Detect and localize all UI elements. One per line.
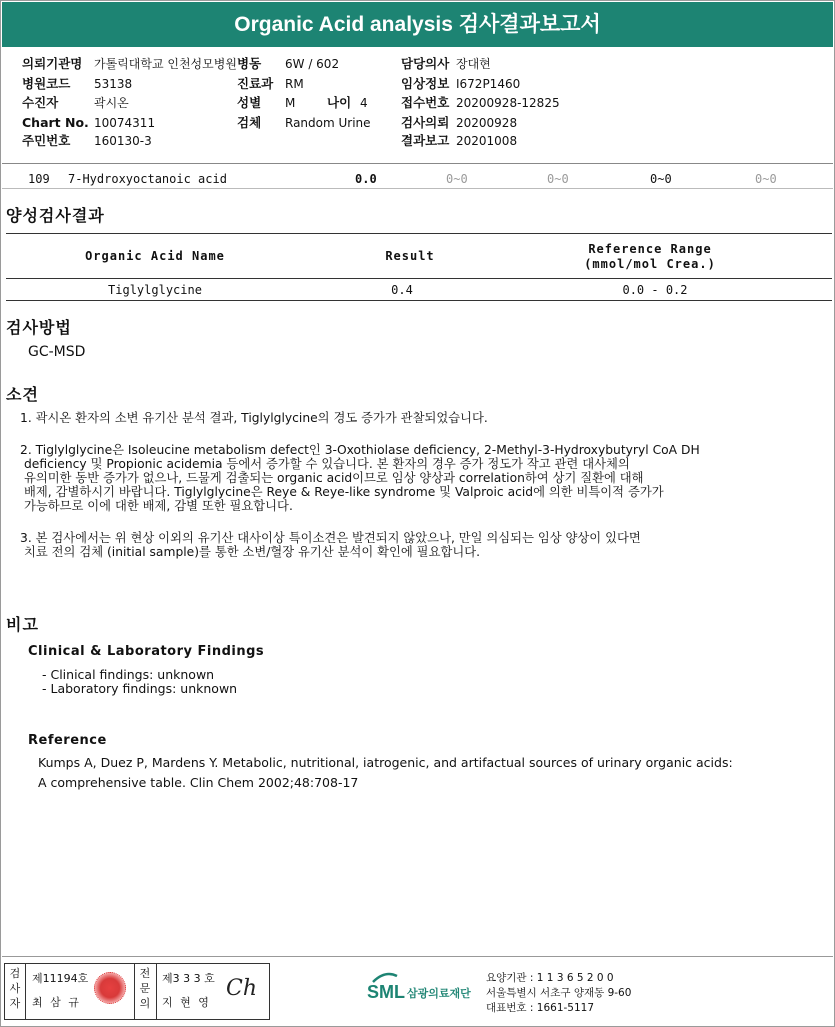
row-range-4: 0~0 [755, 172, 777, 186]
hospital-code-label: 병원코드 [22, 76, 71, 91]
clinical-label: 임상정보 [401, 76, 450, 91]
method-heading: 검사방법 [6, 318, 72, 337]
resident-value: 160130-3 [94, 134, 152, 148]
receipt-value: 20200928-12825 [456, 96, 560, 110]
clinical-findings-line: - Clinical findings: unknown [42, 667, 215, 682]
positive-heading: 양성검사결과 [6, 206, 105, 225]
age-value: 4 [360, 96, 368, 110]
sex-label: 성별 [237, 95, 262, 110]
row-range-3: 0~0 [650, 172, 672, 186]
signature-image: Ch [226, 976, 258, 1001]
reference-heading: Reference [28, 733, 107, 748]
patient-value: 곽시온 [94, 96, 129, 110]
ward-label: 병동 [237, 56, 262, 71]
table-top-line [6, 233, 832, 234]
clinical-lab-heading: Clinical & Laboratory Findings [28, 644, 265, 659]
specialist-number: 제3 3 3 호 [162, 972, 215, 985]
doctor-value: 장대현 [456, 57, 491, 71]
finding-1: 1. 곽시온 환자의 소변 유기산 분석 결과, Tiglylglycine의 경도 증가가 관찰되었습니다. [20, 411, 488, 425]
clinical-value: I672P1460 [456, 77, 521, 91]
findings-heading: 소견 [6, 385, 39, 404]
col-ref-header-2: (mmol/mol Crea.) [584, 257, 716, 271]
institution-value: 가톨릭대학교 인천성모병원 [94, 57, 237, 71]
positive-row-result: 0.4 [391, 283, 413, 297]
report-value: 20201008 [456, 134, 518, 148]
org-phone: 대표번호 : 1661-5117 [486, 1002, 595, 1014]
box-divider-1 [25, 963, 26, 1019]
row-number: 109 [28, 172, 50, 186]
positive-row-range: 0.0 - 0.2 [622, 283, 688, 297]
row-name: 7-Hydroxyoctanoic acid [68, 172, 227, 186]
col-ref-header-1: Reference Range [588, 242, 712, 256]
finding-2-line-5: 가능하므로 이에 대한 배제, 감별 또한 필요합니다. [24, 499, 293, 513]
finding-2-line-3: 유의미한 동반 증가가 없으나, 드물게 검출되는 organic acid이므로 임상 양상과 correlation하여 상기 질환에 대해 [24, 471, 644, 485]
report-title: Organic Acid analysis 검사결과보고서 [2, 2, 833, 47]
row-value: 0.0 [355, 172, 377, 186]
institution-label: 의뢰기관명 [22, 56, 83, 71]
row-divider [2, 188, 833, 189]
method-value: GC-MSD [28, 344, 86, 360]
finding-2-line-1: 2. Tiglylglycine은 Isoleucine metabolism defect인 3-Oxothiolase deficiency, 2-Methyl-3-Hydroxybutyryl CoA DH [20, 443, 700, 457]
specimen-label: 검체 [237, 115, 262, 130]
footer-divider [2, 956, 833, 957]
report-label: 결과보고 [401, 133, 450, 148]
table-header-line [6, 278, 832, 279]
hospital-code-value: 53138 [94, 77, 133, 91]
dept-label: 진료과 [237, 76, 274, 91]
logo-wordmark: SML [367, 982, 405, 1002]
org-name: 삼광의료재단 [407, 987, 471, 1000]
dept-value: RM [285, 77, 304, 91]
finding-2-line-4: 배제, 감별하시기 바랍니다. Tiglylglycine은 Reye & Reye-like syndrome 및 Valproic acid에 의한 비특이적 증가가 [24, 485, 664, 499]
col-name-header: Organic Acid Name [85, 249, 225, 263]
lab-findings-line: - Laboratory findings: unknown [42, 681, 238, 696]
box-divider-3 [156, 963, 157, 1019]
remarks-heading: 비고 [6, 615, 39, 634]
finding-2-line-2: deficiency 및 Propionic acidemia 등에서 증가할 수 있습니다. 본 환자의 경우 증가 정도가 작고 관련 대사체의 [24, 457, 630, 471]
reference-line-2: A comprehensive table. Clin Chem 2002;48:708-17 [38, 775, 359, 790]
care-number: 요양기관 : 1 1 3 6 5 2 0 0 [486, 972, 614, 984]
request-label: 검사의뢰 [401, 115, 450, 130]
ward-value: 6W / 602 [285, 57, 340, 71]
finding-3-line-2: 치료 전의 검체 (initial sample)를 통한 소변/혈장 유기산 분석이 확인에 필요합니다. [24, 545, 480, 559]
patient-label: 수진자 [22, 95, 59, 110]
tester-number: 제11194호 [32, 972, 89, 985]
doctor-label: 담당의사 [401, 56, 450, 71]
specialist-label: 전문의 [139, 967, 151, 1010]
request-value: 20200928 [456, 116, 518, 130]
positive-row-name: Tiglylglycine [108, 283, 202, 297]
sex-value: M [285, 96, 296, 110]
row-range-2: 0~0 [547, 172, 569, 186]
header-divider [2, 163, 833, 164]
table-bottom-line [6, 300, 832, 301]
col-result-header: Result [385, 249, 435, 263]
specimen-value: Random Urine [285, 116, 371, 130]
finding-3-line-1: 3. 본 검사에서는 위 현상 이외의 유기산 대사이상 특이소견은 발견되지 않았으나, 만일 의심되는 임상 양상이 있다면 [20, 531, 641, 545]
reference-line-1: Kumps A, Duez P, Mardens Y. Metabolic, nutritional, iatrogenic, and artifactual sources of urinary organic acids: [38, 755, 733, 770]
tester-label: 검사자 [9, 967, 21, 1010]
seal-stamp-icon [94, 972, 126, 1004]
chart-value: 10074311 [94, 116, 156, 130]
chart-label: Chart No. [22, 115, 89, 130]
row-range-1: 0~0 [446, 172, 468, 186]
resident-label: 주민번호 [22, 133, 71, 148]
box-divider-2 [134, 963, 135, 1019]
specialist-name: 지 현 영 [162, 996, 211, 1009]
org-address: 서울특별시 서초구 양재동 9-60 [486, 987, 632, 999]
age-label: 나이 [327, 95, 352, 110]
receipt-label: 접수번호 [401, 95, 450, 110]
tester-name: 최 삼 규 [32, 996, 81, 1009]
